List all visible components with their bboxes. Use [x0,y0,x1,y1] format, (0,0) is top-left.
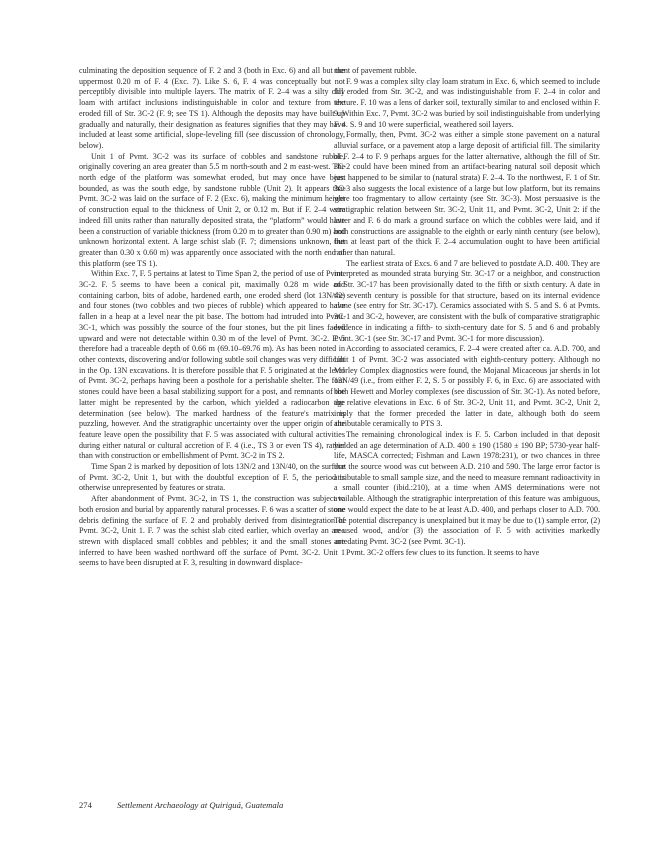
paragraph: ment of pavement rubble. [334,66,417,75]
paragraph: Unit 1 of Pvmt. 3C-2 was its surface of cobbles and sandstone rubble, originally covering an area greater than 5.5 m north-south and 2 m east-west. The north edge of the platform was somewhat eroded, but may once have been bounded, as was the south edge, by sandstone rubble (Unit 2). It appears that Pvmt. 3C-2 was laid on the surface of F. 2 (Exc. 6), making the minimum height of construction equal to the thickness of Unit 2, or 0.12 m. But if F. 2–4 were indeed fill units rather than naturally deposited strata, the “platform” would have been a construction of variable thickness (from 0.20 m to greater than 0.90 m) and unknown horizontal extent. A large schist slab (F. 7; dimensions unknown, but greater than 0.30 x 0.60 m) was apparently once associated with the north end of this platform (see TS 1). [79,151,345,268]
paragraph: The earliest strata of Excs. 6 and 7 are believed to postdate A.D. 400. They are interpreted as mounded strata burying Str. 3C-17 or a neighbor, and construction of Str. 3C-17 has been provisionally dated to the fifth or sixth century. A date in the seventh century is possible for that structure, based on its internal evidence alone (see entry for Str. 3C-17). Ceramics associated with S. 5 and S. 6 at Pvmts. 3C-1 and 3C-2, however, are consistent with the bulk of comparative stratigraphic evidence in indicating a fifth- to sixth-century date for S. 5 and 6 and probably Pvmt. 3C-1 (see Str. 3C-17 and Pvmt. 3C-1 for more discussion). [334,258,600,343]
running-title: Settlement Archaeology at Quiriguá, Guatemala [117,800,284,810]
paragraph: The remaining chronological index is F. 5. Carbon included in that deposit yielded an age determination of A.D. 400 ± 190 (1580 ± 190 BP; 5730-year half-life, MASCA corrected; Fishman and Lawn 1978:231), or two chances in three that the source wood was cut between A.D. 210 and 590. The large error factor is attributable to small sample size, and the need to measure remnant radioactivity in a small counter (ibid.:210), at a time when AMS determinations were not available. Although the stratigraphic interpretation of this feature was ambiguous, one would expect the date to be at least A.D. 400, and perhaps closer to A.D. 700. The potential discrepancy is unexplained but it may be due to (1) sample error, (2) re-used wood, and/or (3) the association of F. 5 with activities markedly antedating Pvmt. 3C-2 (see Pvmt. 3C-1). [334,429,600,546]
paragraph: Time Span 2 is marked by deposition of lots 13N/2 and 13N/40, on the surface of Pvmt. 3C-2, Unit 1, but with the doubtful exception of F. 5, the period is otherwise unrepresented by features or strata. [79,462,345,493]
page-number: 274 [79,800,92,810]
paragraph: Formally, then, Pvmt. 3C-2 was either a simple stone pavement on a natural alluvial surface, or a pavement atop a large deposit of artificial fill. The similarity of F. 2–4 to F. 9 perhaps argues for the latter alternative, although the fill of Str. 3C-2 could have been mined from an artifact-bearing natural soil deposit which just happened to be similar to (natural strata) F. 2–4. To the northwest, F. 1 of Str. 3C-3 also suggests the local existence of a large but low platform, but its remains were too fragmentary to allow certainty (see Str. 3C-3). Most persuasive is the stratigraphic relation between Str. 3C-2, Unit 11, and Pvmt. 3C-2, Unit 2: if the latter and F. 6 do mark a ground surface on which the cobbles were laid, and if both constructions are assignable to the eighth or early ninth century (see below), then at least part of the thick F. 2–4 accumulation ought to have been artificial rather than natural. [334,130,600,257]
paragraph: After abandonment of Pvmt. 3C-2, in TS 1, the construction was subject to both erosion and burial by apparently natural processes. F. 6 was a scatter of stone debris defining the surface of F. 2 and probably derived from disintegration of Pvmt. 3C-2, Unit 1. F. 7 was the schist slab cited earlier, which overlay an area strewn with displaced small cobbles and pebbles; it and the small stones are inferred to have been washed northward off the surface of Pvmt. 3C-2. Unit 1 seems to have been disrupted at F. 3, resulting in downward displace- [79,494,345,568]
paragraph: According to associated ceramics, F. 2–4 were created after ca. A.D. 700, and Unit 1 of Pvmt. 3C-2 was associated with eighth-century pottery. Although no Morley Complex diagnostics were found, the Mojanal Micaceous jar sherds in lot 13N/49 (i.e., from either F. 2, S. 5 or possibly F. 6, in Exc. 6) are associated with both Hewett and Morley complexes (see discussion of Str. 3C-1). As noted before, the relative elevations in Exc. 6 of Str. 3C-2, Unit 11, and Pvmt. 3C-2, Unit 2, imply that the former preceded the latter in date, although both do seem attributable ceramically to PTS 3. [334,344,600,429]
paragraph: F. 9 was a complex silty clay loam stratum in Exc. 6, which seemed to include fill eroded from Str. 3C-2, and was indistinguishable from F. 2–4 in color and texture. F. 10 was a lens of darker soil, texturally similar to and enclosed within F. 9. Within Exc. 7, Pvmt. 3C-2 was buried by soil indistinguishable from underlying F. 4. S. 9 and 10 were superficial, weathered soil layers. [334,76,600,129]
paragraph: Pvmt. 3C-2 offers few clues to its function. It seems to have [346,547,540,557]
paragraph: Within Exc. 7, F. 5 pertains at latest to Time Span 2, the period of use of Pvmt. 3C-2. F. 5 seems to have been a conical pit, maximally 0.28 m wide and containing carbon, bits of adobe, hardened earth, one eroded sherd (lot 13N/42) and four stones (two cobbles and two pieces of rubble) which appeared to have fallen in a heap at a level near the pit base. The bottom had intruded into Pvmt. 3C-1, which was possibly the source of the four stones, but the pit lines faded upward and were not detectable within 0.30 m of the level of Pvmt. 3C-2. F. 5 therefore had a traceable depth of 0.66 m (69.10–69.76 m). As has been noted in other contexts, discovering and/or following subtle soil changes was very difficult in the Op. 13N excavations. It is therefore possible that F. 5 originated at the level of Pvmt. 3C-2, perhaps having been a posthole for a perishable shelter. The four stones could have been a basal stabilizing support for a post, and remnants of the latter might be represented by the carbon, which yielded a radiocarbon age determination (see below). The marked hardness of the feature's matrix is puzzling, however. And the stratigraphic uncertainty over the upper origin of the feature leave open the possibility that F. 5 was associated with cultural activities during either natural or cultural accretion of F. 4 (i.e., TS 3 or even TS 4), rather than with construction or embellishment of Pvmt. 3C-2 in TS 2. [79,269,345,461]
paragraph: culminating the deposition sequence of F. 2 and 3 (both in Exc. 6) and all but the uppermost 0.20 m of F. 4 (Exc. 7). Like S. 6, F. 4 was conceptually but not perceptibly divisible into multiple layers. The matrix of F. 2–4 was a silty clay loam with artifact inclusions indistinguishable in color and texture from the eroded fill of Str. 3C-2 (F. 9; see TS 1). Although the deposits may have built up gradually and naturally, their designation as features signifies that they may have included at least some artificial, slope-leveling fill (see discussion of chronology, below). [79,66,345,150]
left-text-column [79,66,345,569]
right-text-column [334,66,600,558]
